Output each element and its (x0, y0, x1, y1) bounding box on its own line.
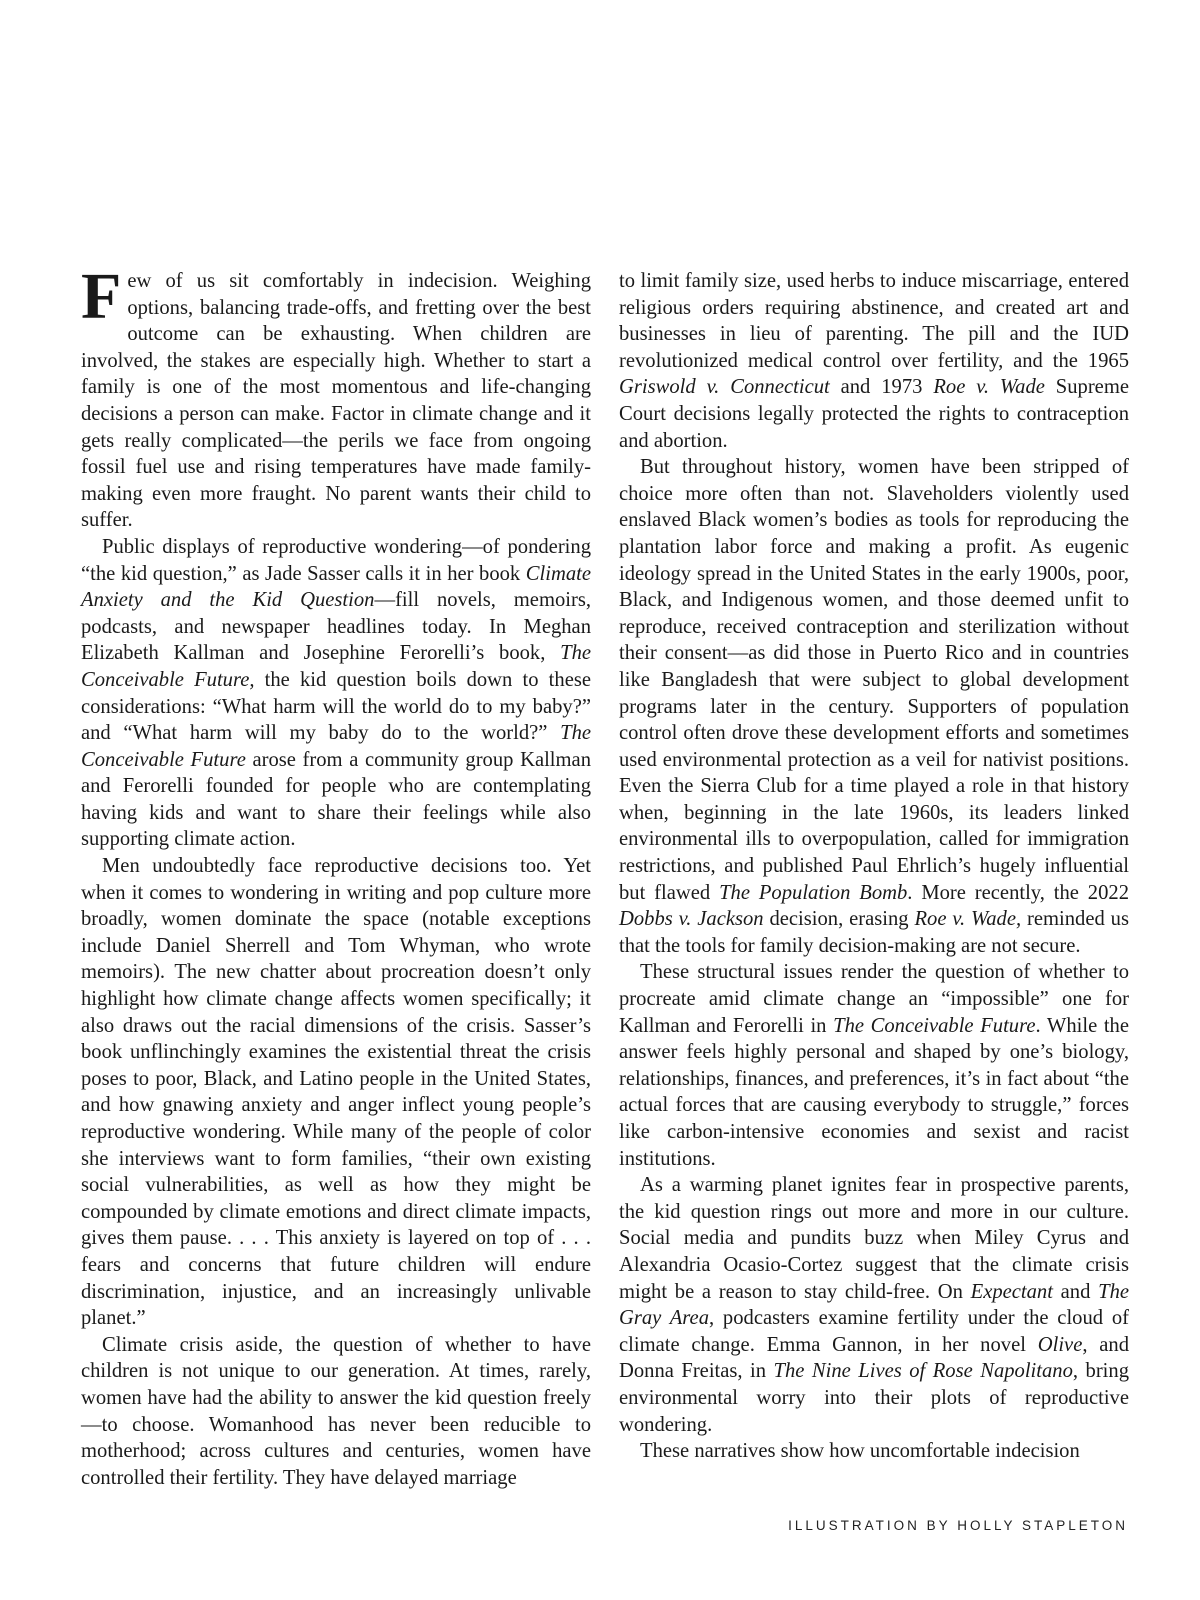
case-name: Griswold v. Connecticut (619, 376, 830, 399)
book-title: The Conceivable Future (833, 1014, 1036, 1037)
paragraph-7: As a warming planet ignites fear in prospective parents, the kid question rings out more and more in our culture. Social media and pundits buzz when Miley Cyrus and Alexandria Ocasio-Cortez suggest that the climate crisis might be a reason to stay child-free. On Expectant and The Gray Area, podcasters examine fertility under the cloud of climate change. Emma Gannon, in her novel Olive, and Donna Freitas, in The Nine Lives of Rose Napolitano, bring environmental worry into their plots of reproductive wondering. (619, 1174, 1130, 1436)
case-name: Dobbs v. Jackson (619, 908, 764, 931)
paragraph-3: Men undoubtedly face reproductive decisions too. Yet when it comes to wondering in writing and pop culture more broadly, women dominate the space (notable exceptions include Daniel Sherrell and Tom Whyman, who wrote memoirs). The new chatter about procreation doesn’t only highlight how climate change affects women specifically; it also draws out the racial dimensions of the crisis. Sasser’s book unflinchingly examines the existential threat the crisis poses to poor, Black, and Latino people in the United States, and how gnawing anxiety and anger inflect young people’s reproductive wondering. While many of the people of color she interviews want to form families, “their own existing social vulnerabilities, as well as how they might be compounded by climate emotions and direct climate impacts, gives them pause. . . . This anxiety is layered on top of . . . fears and concerns that future children will endure discrimination, injustice, and an increasingly unlivable planet.” (81, 855, 591, 1330)
drop-cap: F (81, 260, 122, 333)
case-name: Roe v. Wade (933, 376, 1045, 399)
paragraph-1: Few of us sit comfortably in indecision. Weighing options, balancing trade-offs, and fretting over the best outcome can be exhausting. When children are involved, the stakes are especially high. Whether to start a family is one of the most momentous and life-changing decisions a person can make. Factor in climate change and it gets really complicated—the perils we face from ongoing fossil fuel use and rising temperatures have made family-making even more fraught. No parent wants their child to suffer. (81, 260, 591, 532)
book-title: The Conceivable Future, (81, 642, 591, 691)
article-column-left (81, 260, 591, 1491)
article-column-right (619, 268, 1129, 1465)
paragraph-continued: to limit family size, used herbs to induce miscarriage, entered religious orders requiring abstinence, and created art and businesses in lieu of parenting. The pill and the IUD revolutionized medical control over fertility, and the 1965 Griswold v. Connecticut and 1973 Roe v. Wade Supreme Court decisions legally protected the rights to contraception and abortion. (619, 270, 1129, 452)
paragraph-5: But throughout history, women have been stripped of choice more often than not. Slaveholders violently used enslaved Black women’s bodies as tools for reproducing the plantation labor force and making a profit. As eugenic ideology spread in the United States in the early 1900s, poor, Black, and Indigenous women, and those deemed unfit to reproduce, received contraception and sterilization without their consent—as did those in Puerto Rico and in countries like Bangladesh that were subject to global development programs later in the century. Supporters of population control often drove these development efforts and sometimes used environmental protection as a veil for nativist positions. Even the Sierra Club for a time played a role in that history when, beginning in the late 1960s, its leaders linked environmental ills to overpopulation, called for immigration restrictions, and published Paul Ehrlich’s hugely influential but flawed The Population Bomb. More recently, the 2022 Dobbs v. Jackson decision, erasing Roe v. Wade, reminded us that the tools for family decision-making are not secure. (619, 456, 1129, 957)
book-title: The Conceivable Future (81, 722, 591, 771)
paragraph-4: Climate crisis aside, the question of whether to have children is not unique to our generation. At times, rarely, women have had the ability to answer the kid question freely—to choose. Womanhood has never been reducible to motherhood; across cultures and centuries, women have controlled their fertility. They have delayed marriage (81, 1333, 591, 1489)
book-title: Climate Anxiety and the Kid Question (81, 562, 591, 612)
book-title: The Nine Lives of Rose Napolitano (773, 1360, 1073, 1383)
podcast-title: The Gray Area (619, 1280, 1129, 1330)
book-title: The Population Bomb (719, 881, 908, 904)
paragraph-6: These structural issues render the question of whether to procreate amid climate change an “impossible” one for Kallman and Ferorelli in The Conceivable Future. While the answer feels highly personal and shaped by one’s biology, relationships, finances, and preferences, it’s in fact about “the actual forces that are causing everybody to struggle,” forces like carbon-intensive economies and sexist and racist institutions. (619, 961, 1129, 1170)
podcast-title: Expectant (970, 1280, 1053, 1303)
paragraph-8: These narratives show how uncomfortable indecision (640, 1440, 1080, 1463)
paragraph-2: Public displays of reproductive wondering—of pondering “the kid question,” as Jade Sasser calls it in her book Climate Anxiety and the Kid Question—fill novels, memoirs, podcasts, and newspaper headlines today. In Meghan Elizabeth Kallman and Josephine Ferorelli’s book, The Conceivable Future, the kid question boils down to these considerations: “What harm will the world do to my baby?” and “What harm will my baby do to the world?” The Conceivable Future arose from a community group Kallman and Ferorelli founded for people who are contemplating having kids and want to share their feelings while also supporting climate action. (81, 535, 591, 851)
book-title: Olive (1037, 1333, 1083, 1356)
case-name: Roe v. Wade, (914, 908, 1022, 931)
illustration-credit: ILLUSTRATION BY HOLLY STAPLETON (788, 1518, 1128, 1533)
